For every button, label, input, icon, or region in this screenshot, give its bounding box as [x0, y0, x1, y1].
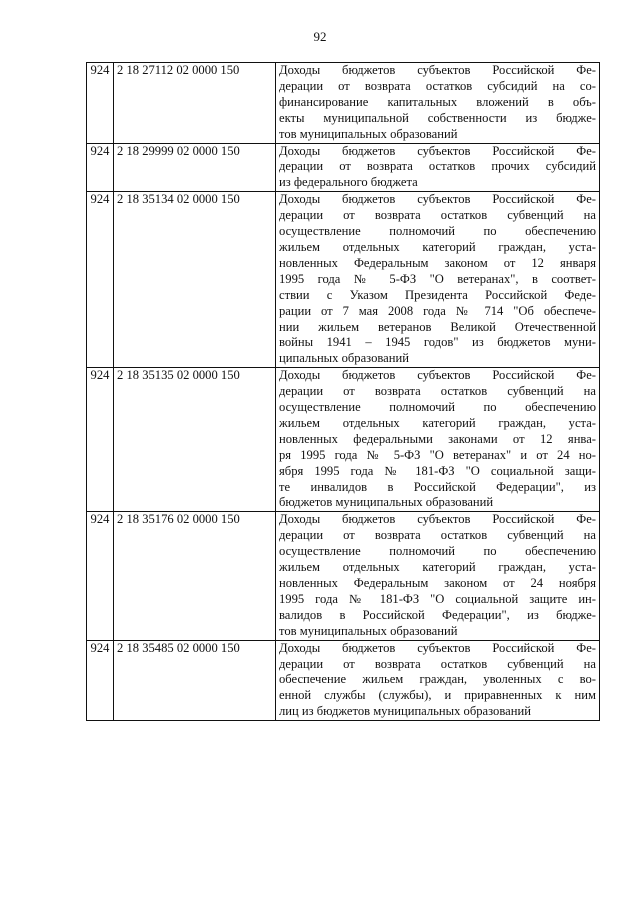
- text-line: дерации от возврата остатков субвенций на: [279, 208, 596, 223]
- text-line: рации от 7 мая 2008 года № 714 "Об обеспече-: [279, 303, 596, 318]
- text-line: Доходы бюджетов субъектов Российской Фе-: [279, 192, 596, 207]
- text-line: дерации от возврата остатков субвенций на: [279, 528, 596, 543]
- text-line: нии жильем ветеранов Великой Отечественной: [279, 319, 596, 334]
- text-line: ря 1995 года № 5-ФЗ "О ветеранах" и от 24 но-: [279, 447, 596, 462]
- table-row: [87, 192, 600, 368]
- text-line: те инвалидов в Российской Федерации", из: [279, 479, 596, 494]
- text-line: ципальных образований: [279, 351, 409, 366]
- page-number: 92: [313, 29, 327, 44]
- text-line: лиц из бюджетов муниципальных образований: [279, 704, 531, 719]
- text-line: валидов в Российской Федерации", из бюдже-: [279, 607, 596, 622]
- text-line: бюджетов муниципальных образований: [279, 495, 494, 510]
- text-line: обеспечение жильем граждан, уволенных с во-: [279, 672, 596, 687]
- text-line: дерации от возврата остатков субвенций на: [279, 384, 596, 399]
- table-row: [87, 512, 600, 640]
- text-line: новленных Федеральным законом от 12 января: [279, 255, 596, 270]
- text-line: ября 1995 года № 181-ФЗ "О социальной защи-: [279, 463, 596, 478]
- text-line: Доходы бюджетов субъектов Российской Фе-: [279, 640, 596, 655]
- text-line: Доходы бюджетов субъектов Российской Фе-: [279, 368, 596, 383]
- text-line: екты муниципальной собственности из бюдже-: [279, 110, 596, 125]
- text-line: тов муниципальных образований: [279, 623, 458, 638]
- text-line: дерации от возврата остатков субсидий на со-: [279, 78, 596, 93]
- text-line: дерации от возврата остатков прочих субсидий: [279, 159, 596, 174]
- text-line: жильем отдельных категорий граждан, уста-: [279, 560, 596, 575]
- text-line: осуществление полномочий по обеспечению: [279, 400, 596, 415]
- text-line: Доходы бюджетов субъектов Российской Фе-: [279, 63, 596, 77]
- admin-code-cell: 924: [87, 63, 114, 144]
- text-line: финансирование капитальных вложений в объ-: [279, 94, 596, 109]
- revenue-name-cell: [276, 368, 600, 512]
- budget-code-cell: 2 18 29999 02 0000 150: [114, 143, 276, 192]
- revenue-name-cell: [276, 640, 600, 721]
- text-line: дерации от возврата остатков субвенций на: [279, 656, 596, 671]
- text-line: 1995 года № 5-ФЗ "О ветеранах", в соответ-: [279, 271, 596, 286]
- revenue-name-cell: [276, 192, 600, 368]
- budget-code-cell: 2 18 35134 02 0000 150: [114, 192, 276, 368]
- text-line: тов муниципальных образований: [279, 126, 458, 141]
- text-line: осуществление полномочий по обеспечению: [279, 224, 596, 239]
- admin-code-cell: 924: [87, 368, 114, 512]
- text-line: осуществление полномочий по обеспечению: [279, 544, 596, 559]
- text-line: новленных федеральными законами от 12 янва-: [279, 431, 596, 446]
- budget-code-cell: 2 18 27112 02 0000 150: [114, 63, 276, 144]
- revenue-name-cell: [276, 63, 600, 144]
- text-line: жильем отдельных категорий граждан, уста-: [279, 415, 596, 430]
- admin-code-cell: 924: [87, 143, 114, 192]
- revenue-name-cell: [276, 143, 600, 192]
- budget-code-cell: 2 18 35176 02 0000 150: [114, 512, 276, 640]
- text-line: жильем отдельных категорий граждан, уста-: [279, 239, 596, 254]
- text-line: из федерального бюджета: [279, 175, 418, 190]
- text-line: Доходы бюджетов субъектов Российской Фе-: [279, 512, 596, 527]
- admin-code-cell: 924: [87, 512, 114, 640]
- budget-code-cell: 2 18 35485 02 0000 150: [114, 640, 276, 721]
- revenue-name-cell: [276, 512, 600, 640]
- text-line: новленных Федеральным законом от 24 ноября: [279, 576, 596, 590]
- text-line: 1995 года № 181-ФЗ "О социальной защите ин-: [279, 591, 596, 606]
- table-row: [87, 63, 600, 144]
- table-row: [87, 640, 600, 721]
- text-line: енной службы (службы), и приравненных к ним: [279, 688, 596, 703]
- table-row: [87, 368, 600, 512]
- budget-code-cell: 2 18 35135 02 0000 150: [114, 368, 276, 512]
- table-row: [87, 143, 600, 192]
- text-line: ствии с Указом Президента Российской Феде-: [279, 287, 596, 302]
- text-line: войны 1941 – 1945 годов" из бюджетов муни-: [279, 335, 596, 350]
- revenue-codes-table: [86, 62, 600, 721]
- admin-code-cell: 924: [87, 640, 114, 721]
- text-line: Доходы бюджетов субъектов Российской Фе-: [279, 143, 596, 158]
- admin-code-cell: 924: [87, 192, 114, 368]
